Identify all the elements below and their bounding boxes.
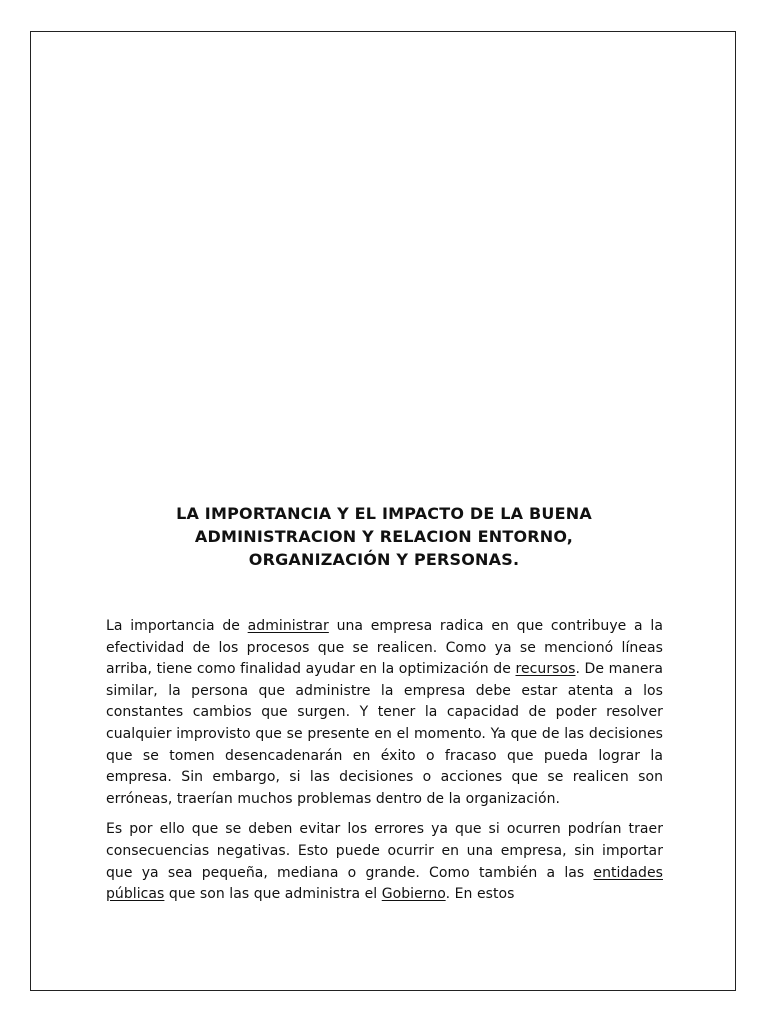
paragraph-2-text-2: que son las que administra el bbox=[164, 886, 382, 903]
document-page bbox=[30, 31, 736, 991]
paragraph-2-text-1: Es por ello que se deben evitar los errores ya que si ocurren podrían traer consecuencias negativas. Esto puede ocurrir en una empresa, sin importar que ya sea pequeña, mediana o grande. Como también a las bbox=[106, 821, 663, 881]
link-recursos[interactable]: recursos bbox=[515, 661, 576, 678]
document-title bbox=[91, 502, 677, 571]
link-gobierno[interactable]: Gobierno bbox=[381, 886, 446, 903]
paragraph-1-text-2: una empresa radica en que contribuye a la efectividad de los procesos que se realicen. Como ya se mencionó líneas arriba, tiene como finalidad ayudar en la optimización de bbox=[106, 618, 663, 678]
paragraph-2-text-3: . En estos bbox=[445, 886, 515, 903]
paragraph-1-text-1: La importancia de bbox=[106, 618, 248, 634]
document-body bbox=[106, 616, 663, 915]
title-line-2: ADMINISTRACION Y RELACION ENTORNO, bbox=[194, 527, 574, 546]
paragraph-1 bbox=[106, 616, 663, 810]
link-entidades-publicas[interactable]: entidades públicas bbox=[106, 864, 663, 903]
link-administrar[interactable]: administrar bbox=[247, 618, 329, 634]
paragraph-1-text-3: . De manera similar, la persona que administre la empresa debe estar atenta a los constantes cambios que surgen. Y tener la capacidad de poder resolver cualquier improvisto que se presente en el momento. Ya que de las decisiones que se tomen desencadenarán en éxito o fracaso que pueda lograr la empresa. Sin embargo, si las decisiones o acciones que se realicen son erróneas, traerían muchos problemas dentro de la organización. bbox=[106, 661, 663, 807]
title-line-1: LA IMPORTANCIA Y EL IMPACTO DE LA BUENA bbox=[176, 504, 592, 523]
title-line-3: ORGANIZACIÓN Y PERSONAS. bbox=[248, 550, 520, 569]
paragraph-2 bbox=[106, 819, 663, 905]
